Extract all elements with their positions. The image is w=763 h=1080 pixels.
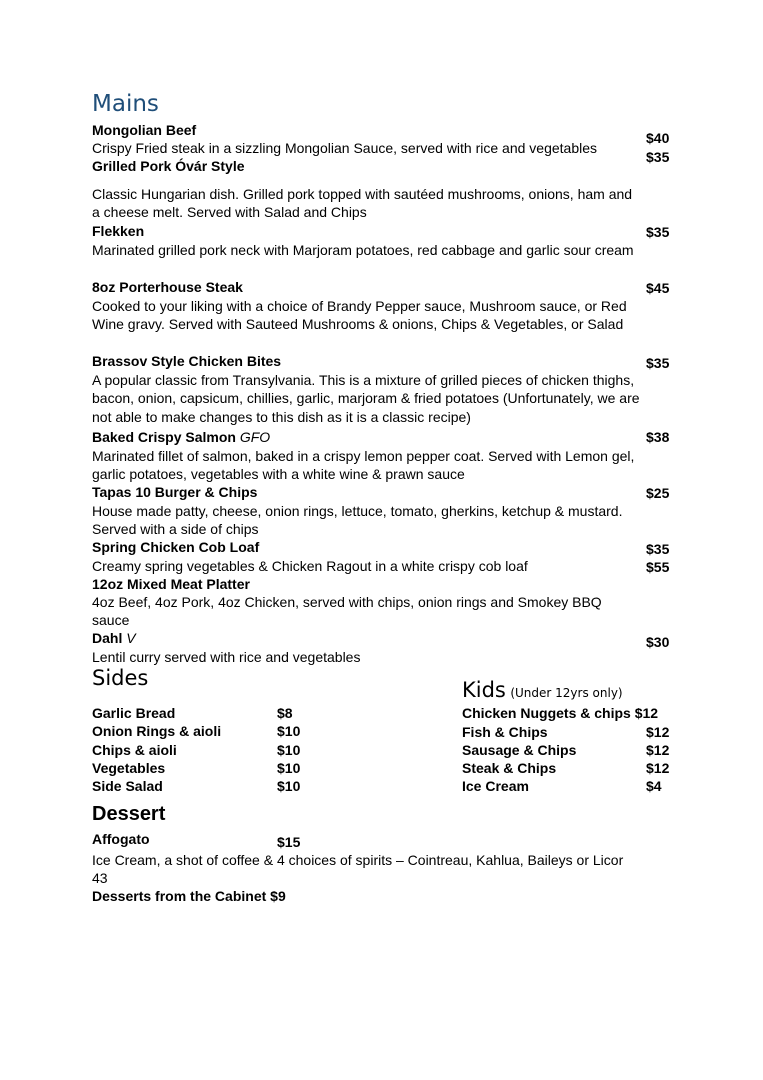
dish-tag-salmon: GFO <box>239 429 271 445</box>
dish-price-dahl: $30 <box>646 634 670 650</box>
sides-title: Sides <box>92 666 149 690</box>
dessert-price-affogato: $15 <box>277 834 301 850</box>
dish-desc-salmon: Marinated fillet of salmon, baked in a crispy lemon pepper coat. Served with Lemon gel, garlic potatoes, vegetables with a white wine & prawn sauce <box>92 448 635 483</box>
dish-price-brassov: $35 <box>646 355 670 371</box>
side-price-garlic-bread: $8 <box>277 705 293 721</box>
dish-name-mongolian-beef: Mongolian Beef <box>92 122 197 138</box>
dish-price-platter: $55 <box>646 559 670 575</box>
kids-price-steak: $12 <box>646 760 670 776</box>
side-price-salad: $10 <box>277 778 301 794</box>
side-price-chips: $10 <box>277 742 301 758</box>
dish-name-burger: Tapas 10 Burger & Chips <box>92 484 258 500</box>
dish-price-mongolian-beef: $40 <box>646 130 670 146</box>
dish-price-flekken: $35 <box>646 224 670 240</box>
kids-name-ice-cream: Ice Cream <box>462 778 529 794</box>
side-price-onion-rings: $10 <box>277 723 301 739</box>
dish-name-dahl-text: Dahl <box>92 630 123 646</box>
dish-price-salmon: $38 <box>646 429 670 445</box>
dish-price-porterhouse: $45 <box>646 280 670 296</box>
dish-desc-cob-loaf: Creamy spring vegetables & Chicken Ragout in a white crispy cob loaf <box>92 558 528 574</box>
side-price-vegetables: $10 <box>277 760 301 776</box>
side-name-chips: Chips & aioli <box>92 742 177 758</box>
kids-name-steak: Steak & Chips <box>462 760 557 776</box>
dish-price-grilled-pork: $35 <box>646 149 670 165</box>
side-name-garlic-bread: Garlic Bread <box>92 705 176 721</box>
kids-price-fish: $12 <box>646 724 670 740</box>
dessert-desc-affogato: Ice Cream, a shot of coffee & 4 choices of spirits – Cointreau, Kahlua, Baileys or Licor 43 <box>92 852 624 887</box>
kids-name-sausage: Sausage & Chips <box>462 742 577 758</box>
dish-desc-porterhouse: Cooked to your liking with a choice of Brandy Pepper sauce, Mushroom sauce, or Red Wine gravy. Served with Sauteed Mushrooms & onions, Chips & Vegetables, or Salad <box>92 298 627 333</box>
kids-name-fish: Fish & Chips <box>462 724 548 740</box>
kids-name-nuggets: Chicken Nuggets & chips $12 <box>462 705 659 721</box>
mains-title: Mains <box>92 91 159 117</box>
dish-desc-brassov: A popular classic from Transylvania. This is a mixture of grilled pieces of chicken thighs, bacon, onion, capsicum, chillies, garlic, marjoram & fried potatoes (Unfortunately, we are not able to make changes to this dish as it is a classic recipe) <box>92 372 640 425</box>
dish-name-grilled-pork: Grilled Pork Óvár Style <box>92 158 245 174</box>
dessert-name-cabinet: Desserts from the Cabinet $9 <box>92 888 286 904</box>
side-name-vegetables: Vegetables <box>92 760 166 776</box>
dish-desc-flekken: Marinated grilled pork neck with Marjoram potatoes, red cabbage and garlic sour cream <box>92 242 634 258</box>
kids-heading <box>462 678 623 702</box>
dish-name-porterhouse: 8oz Porterhouse Steak <box>92 279 243 295</box>
dish-price-cob-loaf: $35 <box>646 541 670 557</box>
dish-name-cob-loaf: Spring Chicken Cob Loaf <box>92 539 260 555</box>
dish-desc-burger: House made patty, cheese, onion rings, lettuce, tomato, gherkins, ketchup & mustard. Served with a side of chips <box>92 503 623 538</box>
dish-desc-mongolian-beef: Crispy Fried steak in a sizzling Mongolian Sauce, served with rice and vegetables <box>92 140 598 156</box>
dish-desc-platter: 4oz Beef, 4oz Pork, 4oz Chicken, served with chips, onion rings and Smokey BBQ sauce <box>92 594 602 629</box>
dish-name-flekken: Flekken <box>92 223 145 239</box>
kids-price-ice-cream: $4 <box>646 778 662 794</box>
dish-price-burger: $25 <box>646 485 670 501</box>
dish-name-salmon <box>92 429 270 445</box>
dish-name-brassov: Brassov Style Chicken Bites <box>92 353 282 369</box>
dish-name-platter: 12oz Mixed Meat Platter <box>92 576 250 592</box>
kids-title: Kids <box>462 678 506 702</box>
kids-price-sausage: $12 <box>646 742 670 758</box>
dish-desc-grilled-pork: Classic Hungarian dish. Grilled pork topped with sautéed mushrooms, onions, ham and a cheese melt. Served with Salad and Chips <box>92 186 633 221</box>
dish-name-salmon-text: Baked Crispy Salmon <box>92 429 236 445</box>
dish-desc-dahl: Lentil curry served with rice and vegetables <box>92 649 361 665</box>
dessert-name-affogato: Affogato <box>92 831 150 847</box>
side-name-salad: Side Salad <box>92 778 163 794</box>
dessert-title: Dessert <box>92 803 166 825</box>
dish-tag-dahl: V <box>126 630 136 646</box>
dish-name-dahl <box>92 630 136 646</box>
kids-subtitle: (Under 12yrs only) <box>510 686 623 700</box>
side-name-onion-rings: Onion Rings & aioli <box>92 723 222 739</box>
